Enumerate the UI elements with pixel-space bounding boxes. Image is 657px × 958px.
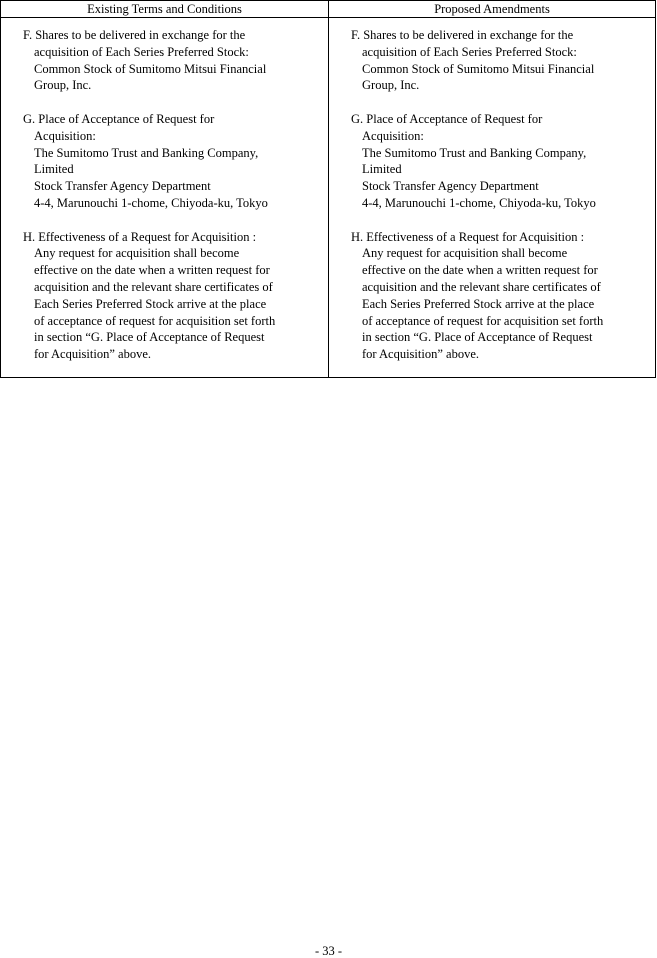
section-text-line: 4-4, Marunouchi 1-chome, Chiyoda-ku, Tokyo bbox=[34, 195, 268, 210]
page-number: - 33 - bbox=[314, 944, 343, 958]
section-text-line: effective on the date when a written request for bbox=[362, 263, 598, 278]
section-text-line: Common Stock of Sumitomo Mitsui Financial bbox=[34, 61, 267, 76]
section-heading: F. Shares to be delivered in exchange for the bbox=[23, 28, 246, 42]
section-heading: H. Effectiveness of a Request for Acquisition : bbox=[23, 229, 257, 244]
header-row bbox=[1, 1, 656, 18]
section-text-line: Each Series Preferred Stock arrive at the place bbox=[362, 296, 595, 311]
section-text-line: Group, Inc. bbox=[34, 78, 92, 93]
section-text-line: of acceptance of request for acquisition set forth bbox=[362, 313, 604, 328]
section-text-line: in section “G. Place of Acceptance of Request bbox=[34, 330, 265, 345]
section-heading: G. Place of Acceptance of Request for bbox=[351, 111, 543, 126]
section-text-line: Group, Inc. bbox=[362, 78, 420, 93]
existing-terms-content bbox=[1, 18, 328, 363]
proposed-section-2 bbox=[351, 111, 647, 212]
section-text-line: The Sumitomo Trust and Banking Company, bbox=[362, 145, 587, 160]
section-text-line: acquisition and the relevant share certificates of bbox=[34, 279, 273, 294]
section-text-line: Limited bbox=[34, 162, 74, 177]
section-text-line: acquisition of Each Series Preferred Stock: bbox=[362, 44, 577, 59]
section-text-line: of acceptance of request for acquisition set forth bbox=[34, 313, 276, 328]
proposed-amendments-cell bbox=[329, 18, 656, 378]
proposed-section-3 bbox=[351, 229, 647, 363]
header-existing-terms: Existing Terms and Conditions bbox=[1, 1, 329, 18]
table-header bbox=[1, 1, 656, 18]
section-text-line: Stock Transfer Agency Department bbox=[362, 179, 539, 194]
header-proposed-amendments: Proposed Amendments bbox=[329, 1, 656, 18]
section-text-line: Common Stock of Sumitomo Mitsui Financial bbox=[362, 61, 595, 76]
section-text-line: Acquisition: bbox=[34, 128, 96, 143]
proposed-amendments-content bbox=[329, 18, 655, 363]
section-text-line: 4-4, Marunouchi 1-chome, Chiyoda-ku, Tokyo bbox=[362, 195, 596, 210]
section-heading: G. Place of Acceptance of Request for bbox=[23, 111, 215, 126]
section-text-line: for Acquisition” above. bbox=[34, 347, 151, 362]
existing-section-1 bbox=[23, 27, 320, 94]
table-row bbox=[1, 18, 656, 378]
section-text-line: The Sumitomo Trust and Banking Company, bbox=[34, 145, 259, 160]
section-text-line: acquisition and the relevant share certificates of bbox=[362, 279, 601, 294]
section-text-line: in section “G. Place of Acceptance of Request bbox=[362, 330, 593, 345]
section-text-line: Each Series Preferred Stock arrive at the place bbox=[34, 296, 267, 311]
section-text-line: Limited bbox=[362, 162, 402, 177]
section-text-line: acquisition of Each Series Preferred Stock: bbox=[34, 44, 249, 59]
section-text-line: Any request for acquisition shall become bbox=[362, 246, 568, 261]
proposed-section-1 bbox=[351, 27, 647, 94]
section-text-line: effective on the date when a written request for bbox=[34, 263, 270, 278]
existing-terms-cell bbox=[1, 18, 329, 378]
section-text-line: for Acquisition” above. bbox=[362, 347, 479, 362]
table-body bbox=[1, 18, 656, 378]
section-heading: F. Shares to be delivered in exchange for the bbox=[351, 28, 574, 42]
section-text-line: Any request for acquisition shall become bbox=[34, 246, 240, 261]
comparison-table bbox=[0, 0, 656, 378]
existing-section-3 bbox=[23, 229, 320, 363]
section-heading: H. Effectiveness of a Request for Acquisition : bbox=[351, 229, 585, 244]
section-text-line: Acquisition: bbox=[362, 128, 424, 143]
existing-section-2 bbox=[23, 111, 320, 212]
section-text-line: Stock Transfer Agency Department bbox=[34, 179, 211, 194]
